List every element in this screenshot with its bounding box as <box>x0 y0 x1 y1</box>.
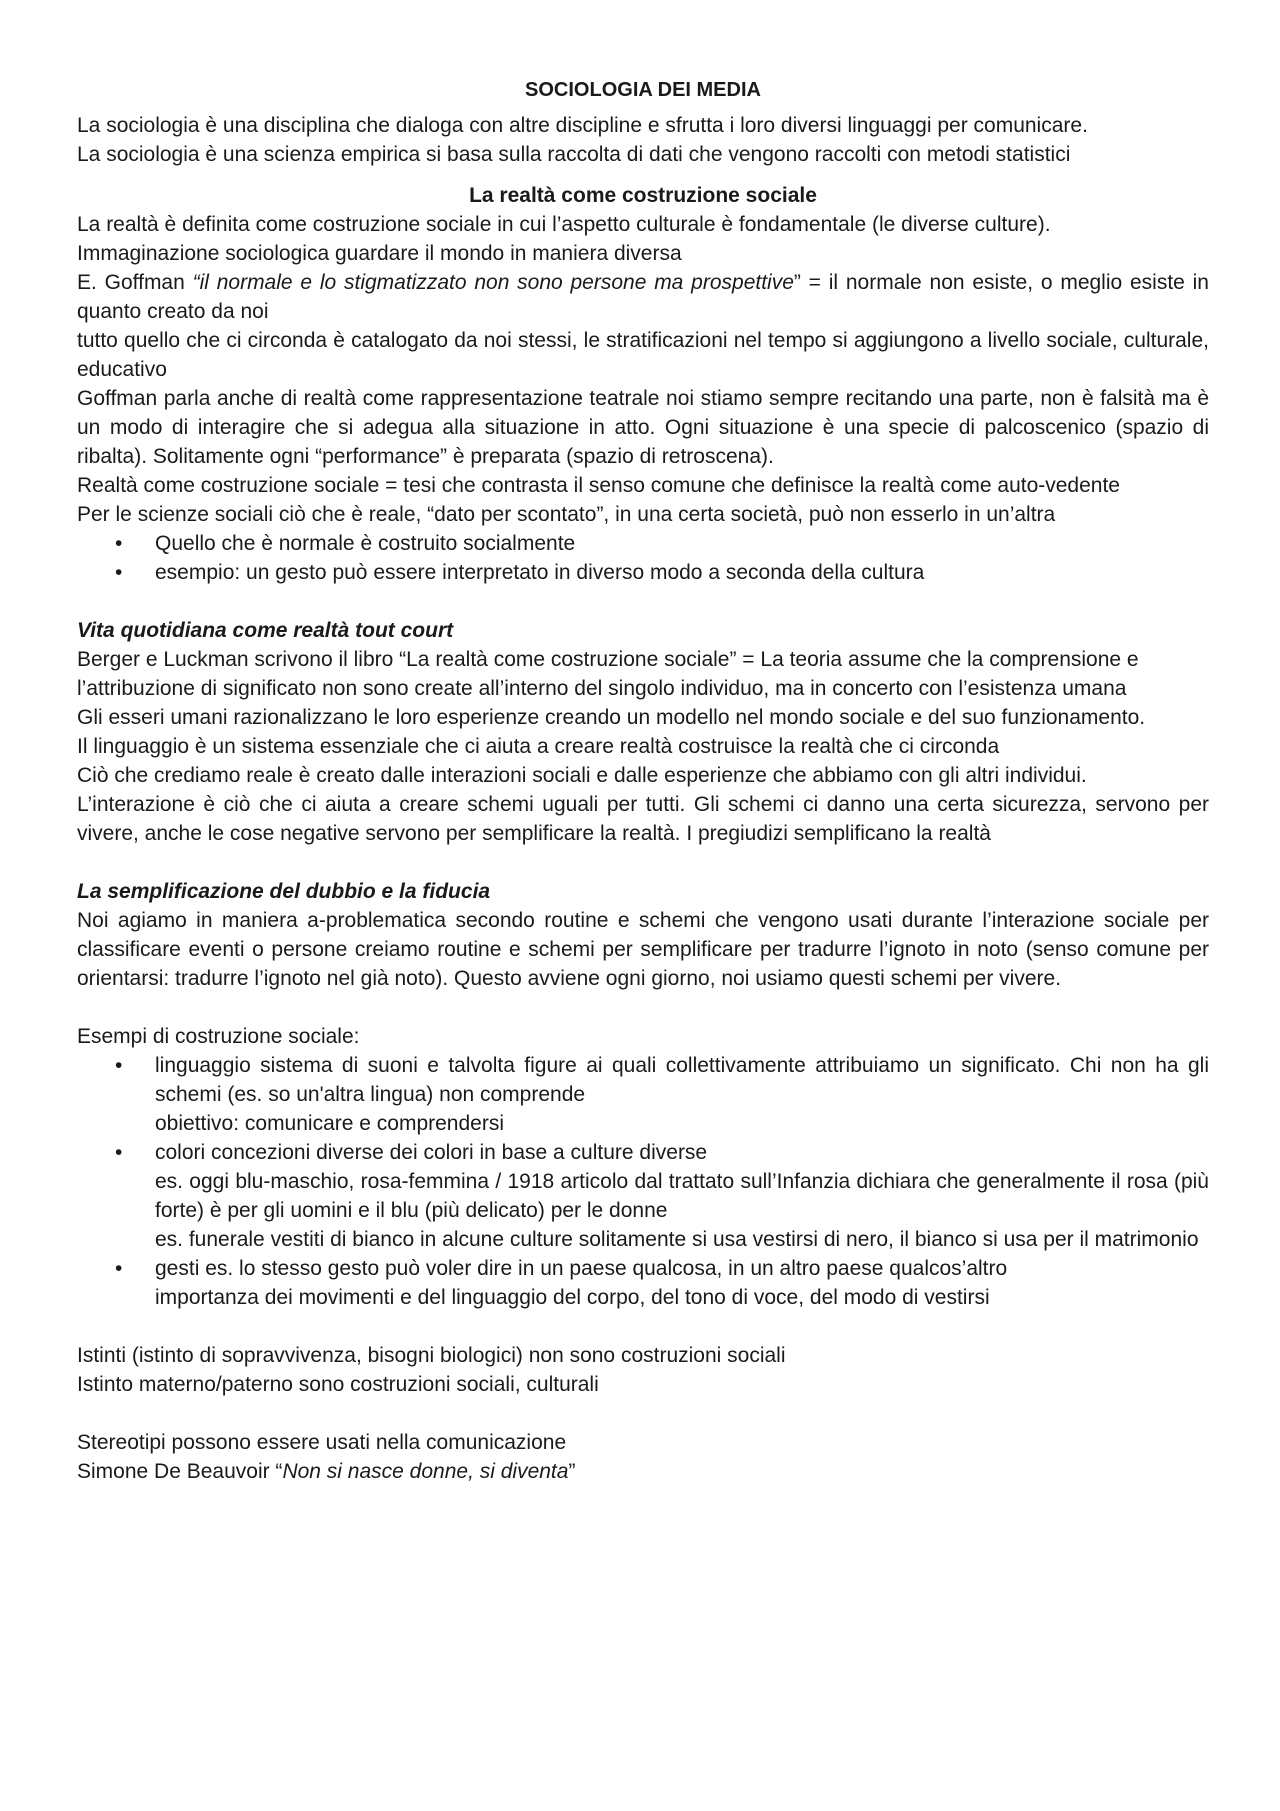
document-title: SOCIOLOGIA DEI MEDIA <box>525 79 761 101</box>
paragraph: Per le scienze sociali ciò che è reale, “dato per scontato”, in una certa società, può non esserlo in un’altra <box>77 503 1056 526</box>
paragraph-stereotipi: Stereotipi possono essere usati nella comunicazione <box>77 1431 567 1454</box>
list-item-line: es. oggi blu-maschio, rosa-femmina / 1918 articolo dal trattato sull’Infanzia dichiara che generalmente il rosa (più forte) è per gli uomini e il blu (più delicato) per le donne <box>155 1170 1209 1222</box>
list-item: • esempio: un gesto può essere interpretato in diverso modo a seconda della cultura <box>77 558 1209 587</box>
section-heading-semplificazione: La semplificazione del dubbio e la fiducia <box>77 880 491 903</box>
section-heading-vita-quotidiana: Vita quotidiana come realtà tout court <box>77 619 454 642</box>
examples-intro: Esempi di costruzione sociale: <box>77 1025 360 1048</box>
list-item-line: importanza dei movimenti e del linguaggio del corpo, del tono di voce, del modo di vestirsi <box>155 1286 990 1309</box>
beauvoir-prefix: Simone De Beauvoir “ <box>77 1460 283 1483</box>
paragraph: L’interazione è ciò che ci aiuta a creare schemi uguali per tutti. Gli schemi ci danno una certa sicurezza, servono per vivere, anche le cose negative servono per semplificare la realtà. I pregiudizi semplificano la realtà <box>77 793 1209 845</box>
list-item-line: obiettivo: comunicare e comprendersi <box>155 1112 505 1135</box>
paragraph: tutto quello che ci circonda è catalogato da noi stessi, le stratificazioni nel tempo si aggiungono a livello sociale, culturale, educativo <box>77 329 1209 381</box>
beauvoir-quote-line <box>77 1457 1209 1486</box>
goffman-suffix: ” = il normale non esiste, o meglio esiste in quanto creato da noi <box>77 271 1209 323</box>
list-item-line: • linguaggio sistema di suoni e talvolta figure ai quali collettivamente attribuiamo un significato. Chi non ha gli schemi (es. so un'altra lingua) non comprende <box>155 1054 1209 1106</box>
list-item-linguaggio <box>77 1051 1209 1138</box>
beauvoir-suffix: ” <box>568 1460 576 1483</box>
paragraph: Il linguaggio è un sistema essenziale che ci aiuta a creare realtà costruisce la realtà che ci circonda <box>77 735 1000 758</box>
paragraph: Immaginazione sociologica guardare il mondo in maniera diversa <box>77 242 682 265</box>
document-page <box>77 76 1209 1486</box>
list-item-line: • gesti es. lo stesso gesto può voler dire in un paese qualcosa, in un altro paese qualcos’altro <box>155 1257 1008 1280</box>
paragraph: Goffman parla anche di realtà come rappresentazione teatrale noi stiamo sempre recitando una parte, non è falsità ma è un modo di interagire che si adegua alla situazione in atto. Ogni situazione è una specie di palcoscenico (spazio di ribalta). Solitamente ogni “performance” è preparata (spazio di retroscena). <box>77 387 1209 468</box>
goffman-paragraph <box>77 268 1209 326</box>
list-item-line: es. funerale vestiti di bianco in alcune culture solitamente si usa vestirsi di nero, il bianco si usa per il matrimonio <box>155 1228 1199 1251</box>
intro-paragraph-1: La sociologia è una disciplina che dialoga con altre discipline e sfrutta i loro diversi linguaggi per comunicare. <box>77 114 1088 137</box>
examples-list <box>77 1051 1209 1312</box>
beauvoir-quote: Non si nasce donne, si diventa <box>282 1460 569 1483</box>
paragraph: Ciò che crediamo reale è creato dalle interazioni sociali e dalle esperienze che abbiamo con gli altri individui. <box>77 764 1087 787</box>
paragraph-istinto-materno: Istinto materno/paterno sono costruzioni sociali, culturali <box>77 1373 599 1396</box>
section-heading-realta: La realtà come costruzione sociale <box>469 184 817 207</box>
goffman-prefix: E. Goffman <box>77 271 193 294</box>
paragraph: Berger e Luckman scrivono il libro “La realtà come costruzione sociale” = La teoria assume che la comprensione e l’attribuzione di significato non sono create all’interno del singolo individuo, ma in concerto con l’esistenza umana <box>77 648 1139 700</box>
list-item-colori <box>77 1138 1209 1254</box>
list-item-line: • colori concezioni diverse dei colori in base a culture diverse <box>155 1141 708 1164</box>
bullet-list <box>77 529 1209 587</box>
list-item-gesti <box>77 1254 1209 1312</box>
list-item: • Quello che è normale è costruito socialmente <box>77 529 1209 558</box>
paragraph: La realtà è definita come costruzione sociale in cui l’aspetto culturale è fondamentale (le diverse culture). <box>77 213 1051 236</box>
paragraph: Noi agiamo in maniera a-problematica secondo routine e schemi che vengono usati durante l’interazione sociale per classificare eventi o persone creiamo routine e schemi per semplificare per tradurre l’ignoto in noto (senso comune per orientarsi: tradurre l’ignoto nel già noto). Questo avviene ogni giorno, noi usiamo questi schemi per vivere. <box>77 909 1209 990</box>
paragraph: Gli esseri umani razionalizzano le loro esperienze creando un modello nel mondo sociale e del suo funzionamento. <box>77 706 1146 729</box>
paragraph: Realtà come costruzione sociale = tesi che contrasta il senso comune che definisce la realtà come auto-vedente <box>77 474 1120 497</box>
paragraph-istinti: Istinti (istinto di sopravvivenza, bisogni biologici) non sono costruzioni sociali <box>77 1344 786 1367</box>
goffman-quote: “il normale e lo stigmatizzato non sono persone ma prospettive <box>192 271 794 294</box>
intro-paragraph-2: La sociologia è una scienza empirica si basa sulla raccolta di dati che vengono raccolti con metodi statistici <box>77 143 1071 166</box>
